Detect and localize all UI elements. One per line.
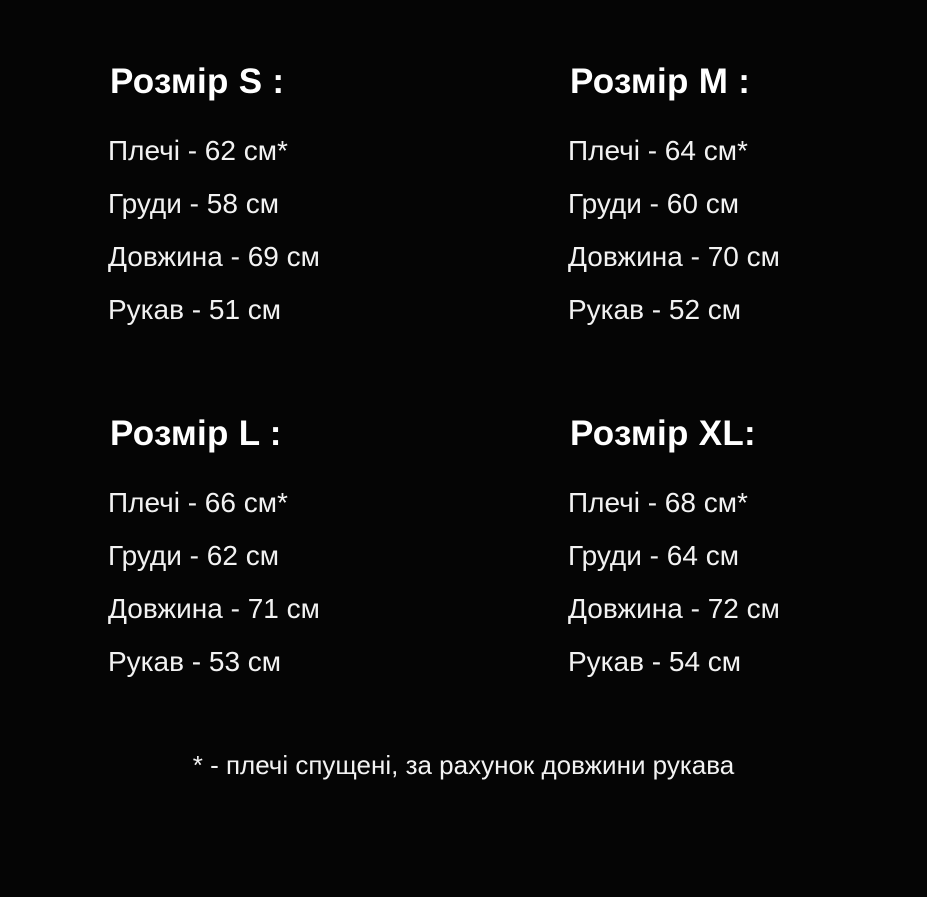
size-blocks-grid — [0, 62, 927, 688]
measurement-row-chest: Груди - 58 см — [108, 188, 279, 219]
measurement-row-length: Довжина - 69 см — [108, 241, 320, 272]
measurement-row-length: Довжина - 72 см — [568, 593, 780, 624]
size-block-m — [458, 62, 927, 414]
measurement-row-shoulders: Плечі - 66 см* — [108, 487, 288, 518]
size-block-s — [0, 62, 458, 414]
measurement-row-chest: Груди - 64 см — [568, 540, 739, 571]
size-block-l — [0, 414, 458, 688]
measurement-row-length: Довжина - 71 см — [108, 593, 320, 624]
size-block-title: Розмір S : — [110, 62, 285, 101]
size-block-title: Розмір L : — [110, 414, 282, 453]
measurement-row-sleeve: Рукав - 54 см — [568, 646, 742, 677]
measurement-row-shoulders: Плечі - 62 см* — [108, 135, 288, 166]
footnote: * - плечі спущені, за рахунок довжини рукава — [192, 750, 735, 780]
measurement-row-shoulders: Плечі - 68 см* — [568, 487, 748, 518]
measurement-row-shoulders: Плечі - 64 см* — [568, 135, 748, 166]
measurement-row-sleeve: Рукав - 51 см — [108, 294, 282, 325]
size-block-title: Розмір XL: — [570, 414, 757, 453]
measurement-row-length: Довжина - 70 см — [568, 241, 780, 272]
size-block-xl — [458, 414, 927, 688]
measurement-row-sleeve: Рукав - 53 см — [108, 646, 282, 677]
measurement-row-chest: Груди - 62 см — [108, 540, 279, 571]
size-block-title: Розмір M : — [570, 62, 751, 101]
measurement-row-sleeve: Рукав - 52 см — [568, 294, 742, 325]
measurement-row-chest: Груди - 60 см — [568, 188, 739, 219]
